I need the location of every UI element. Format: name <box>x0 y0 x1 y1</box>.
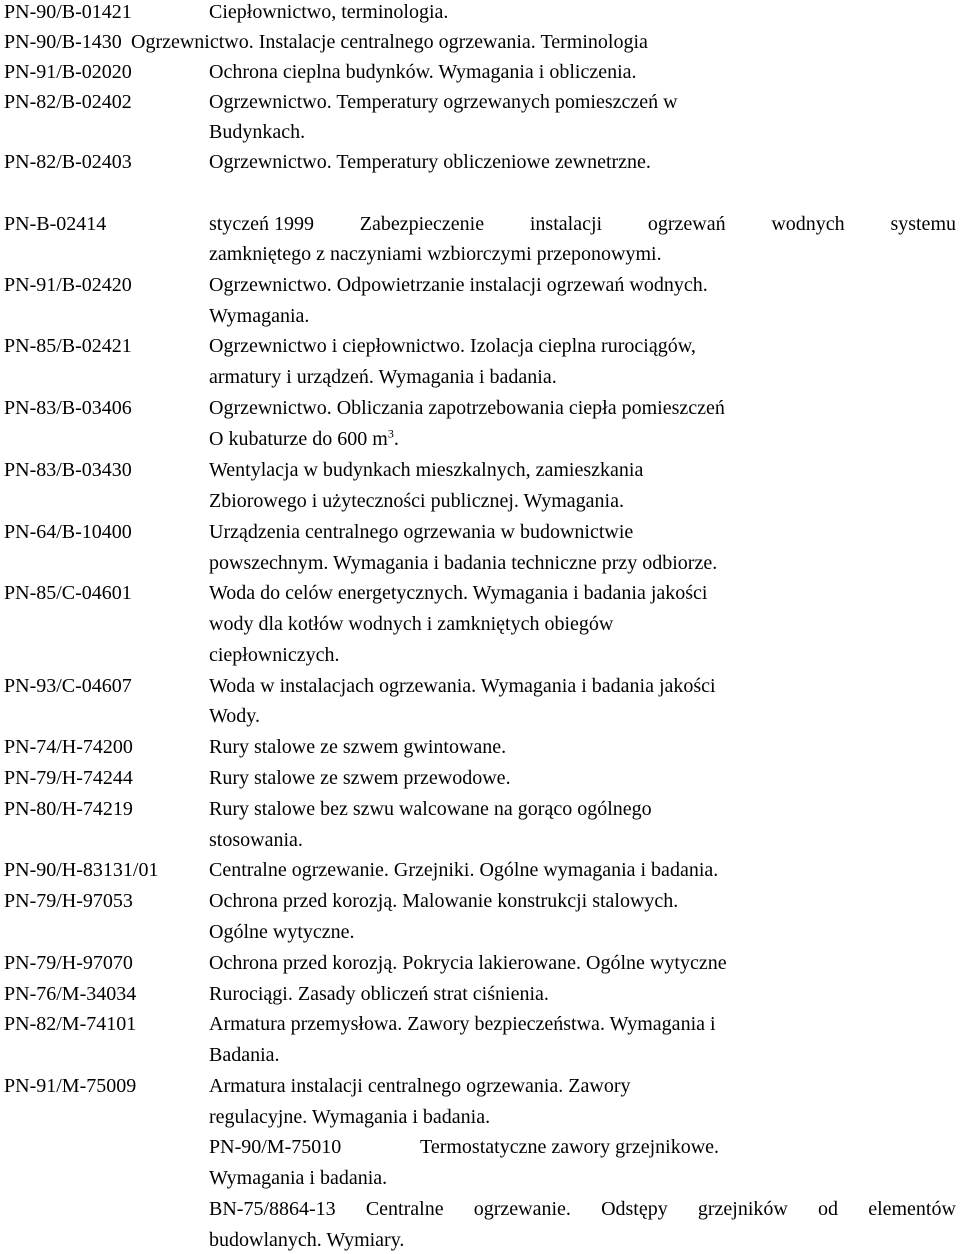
description-word: Centralne <box>365 1198 444 1220</box>
standard-code: PN-64/B-10400 <box>4 521 132 543</box>
standard-code: PN-82/M-74101 <box>4 1013 137 1035</box>
description-word: Odstępy <box>601 1198 668 1220</box>
standard-code: PN-76/M-34034 <box>4 983 137 1005</box>
description-word: elementów <box>868 1198 956 1220</box>
standard-code: PN-79/H-97053 <box>4 890 133 912</box>
standard-code: PN-90/B-1430 <box>4 31 122 53</box>
description-word: Zabezpieczenie <box>359 213 485 235</box>
standard-description-continued: budowlanych. Wymiary. <box>209 1229 405 1251</box>
standard-entry <box>209 1197 956 1221</box>
standard-description-continued: stosowania. <box>209 829 303 851</box>
standard-description: Rurociągi. Zasady obliczeń strat ciśnienia. <box>209 983 549 1005</box>
standard-code: PN-82/B-02403 <box>4 151 132 173</box>
standard-description-continued <box>209 427 399 451</box>
standard-code: PN-91/M-75009 <box>4 1075 137 1097</box>
standard-code: PN-91/B-02420 <box>4 274 132 296</box>
standard-description: Urządzenia centralnego ogrzewania w budownictwie <box>209 521 634 543</box>
standard-code: PN-85/B-02421 <box>4 335 132 357</box>
superscript: 3 <box>387 426 394 441</box>
standard-code: PN-B-02414 <box>4 213 107 235</box>
standard-description-continued: Wymagania. <box>209 305 310 327</box>
description-word: ogrzewanie. <box>473 1198 571 1220</box>
standard-description: Ogrzewnictwo. Temperatury ogrzewanych pomieszczeń w <box>209 91 678 113</box>
standard-description-continued: ciepłowniczych. <box>209 644 340 666</box>
standard-description: Ogrzewnictwo. Instalacje centralnego ogrzewania. Terminologia <box>131 31 648 53</box>
standard-description-continued: Badania. <box>209 1044 280 1066</box>
standard-description-continued: Wody. <box>209 705 260 727</box>
description-word: instalacji <box>529 213 603 235</box>
standard-description-continued: Wymagania i badania. <box>209 1167 388 1189</box>
description-text: . <box>393 428 399 450</box>
standard-code: PN-79/H-74244 <box>4 767 133 789</box>
standard-code: PN-79/H-97070 <box>4 952 133 974</box>
standard-description-continued: powszechnym. Wymagania i badania techniczne przy odbiorze. <box>209 552 718 574</box>
standard-description-continued: Ogólne wytyczne. <box>209 921 355 943</box>
standard-description-continued: armatury i urządzeń. Wymagania i badania. <box>209 366 557 388</box>
standard-code: PN-90/H-83131/01 <box>4 859 159 881</box>
standard-code: PN-85/C-04601 <box>4 582 132 604</box>
standard-description-continued: regulacyjne. Wymagania i badania. <box>209 1106 491 1128</box>
standard-code: PN-83/B-03406 <box>4 397 132 419</box>
standard-description: Woda do celów energetycznych. Wymagania i badania jakości <box>209 582 708 604</box>
standard-description-continued: Zbiorowego i użyteczności publicznej. Wymagania. <box>209 490 624 512</box>
standard-description: Armatura przemysłowa. Zawory bezpieczeństwa. Wymagania i <box>209 1013 716 1035</box>
standard-description: Rury stalowe bez szwu walcowane na gorąco ogólnego <box>209 798 652 820</box>
standard-description: Ochrona cieplna budynków. Wymagania i obliczenia. <box>209 61 637 83</box>
standard-description: Woda w instalacjach ogrzewania. Wymagania i badania jakości <box>209 675 716 697</box>
standard-code: PN-93/C-04607 <box>4 675 132 697</box>
description-word: systemu <box>890 213 956 235</box>
standard-description: Ogrzewnictwo. Odpowietrzanie instalacji ogrzewań wodnych. <box>209 274 708 296</box>
standard-code: PN-91/B-02020 <box>4 61 132 83</box>
standard-description: Ogrzewnictwo. Obliczania zapotrzebowania ciepła pomieszczeń <box>209 397 725 419</box>
standard-code: PN-80/H-74219 <box>4 798 133 820</box>
standard-code: PN-90/B-01421 <box>4 1 132 23</box>
standard-description: Ogrzewnictwo. Temperatury obliczeniowe zewnetrzne. <box>209 151 651 173</box>
description-word: styczeń 1999 <box>209 213 314 235</box>
standard-code: PN-82/B-02402 <box>4 91 132 113</box>
standard-description <box>209 212 956 236</box>
standard-description: Ogrzewnictwo i ciepłownictwo. Izolacja cieplna rurociągów, <box>209 335 696 357</box>
standard-description: Ochrona przed korozją. Malowanie konstrukcji stalowych. <box>209 890 679 912</box>
standard-description: Armatura instalacji centralnego ogrzewania. Zawory <box>209 1075 631 1097</box>
standard-description-continued: wody dla kotłów wodnych i zamkniętych obiegów <box>209 613 614 635</box>
standard-description: Wentylacja w budynkach mieszkalnych, zamieszkania <box>209 459 644 481</box>
description-word: grzejników <box>697 1198 788 1220</box>
standard-description: Rury stalowe ze szwem przewodowe. <box>209 767 511 789</box>
description-word: ogrzewań <box>647 213 726 235</box>
standard-code: PN-83/B-03430 <box>4 459 132 481</box>
standard-description-continued: zamkniętego z naczyniami wzbiorczymi przeponowymi. <box>209 243 662 265</box>
description-text: O kubaturze do 600 m <box>209 428 388 450</box>
standard-description: Centralne ogrzewanie. Grzejniki. Ogólne wymagania i badania. <box>209 859 719 881</box>
standard-description: Rury stalowe ze szwem gwintowane. <box>209 736 507 758</box>
standard-description-continued: Budynkach. <box>209 121 306 143</box>
standard-description: Ciepłownictwo, terminologia. <box>209 1 449 23</box>
standard-description: Ochrona przed korozją. Pokrycia lakierowane. Ogólne wytyczne <box>209 952 727 974</box>
description-word: od <box>818 1198 839 1220</box>
description-word: wodnych <box>771 213 845 235</box>
standard-code: PN-74/H-74200 <box>4 736 133 758</box>
standard-code: PN-90/M-75010 <box>209 1136 342 1158</box>
standard-description: Termostatyczne zawory grzejnikowe. <box>420 1136 720 1158</box>
standard-code: BN-75/8864-13 <box>209 1198 336 1220</box>
